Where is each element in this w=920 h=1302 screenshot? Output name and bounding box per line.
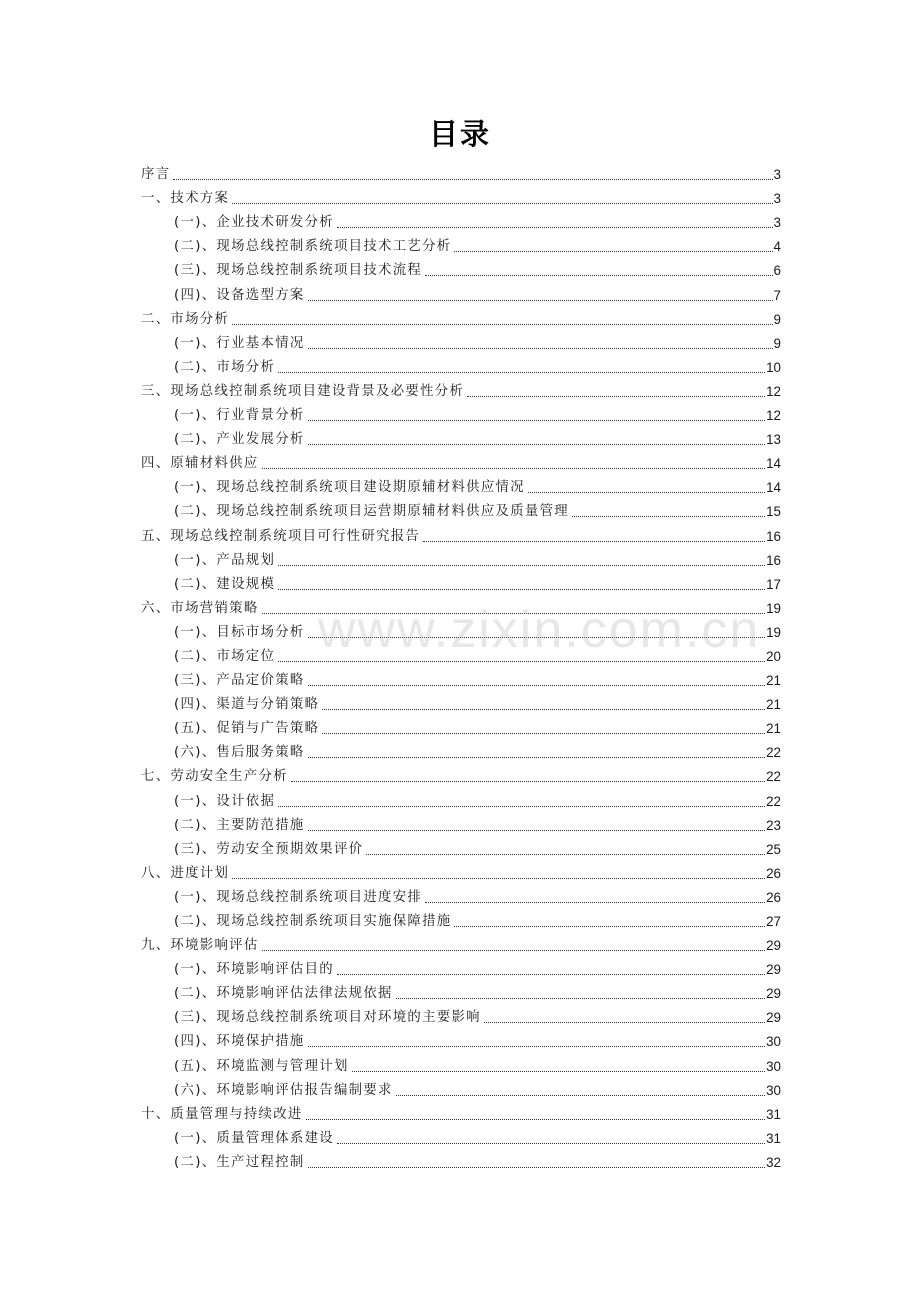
toc-subentry[interactable]	[141, 208, 781, 232]
dot-leader	[396, 1087, 765, 1096]
toc-entry-page-number: 12	[766, 383, 781, 399]
toc-subentry[interactable]	[141, 497, 781, 521]
dot-leader	[352, 1063, 765, 1072]
toc-subentry[interactable]	[141, 1076, 781, 1100]
toc-subentry[interactable]	[141, 329, 781, 353]
dot-leader	[528, 484, 765, 493]
toc-entry-page-number: 30	[766, 1034, 781, 1050]
dot-leader	[423, 533, 765, 542]
toc-entry-page-number: 3	[773, 167, 781, 183]
toc-entry-label: (一)、现场总线控制系统项目进度安排	[174, 889, 423, 905]
toc-entry-page-number: 30	[766, 1082, 781, 1098]
toc-entry-label: (二)、主要防范措施	[174, 817, 305, 833]
toc-entry-page-number: 21	[766, 697, 781, 713]
toc-entry-page-number: 15	[766, 504, 781, 520]
toc-entry-page-number: 4	[773, 239, 781, 255]
toc-subentry[interactable]	[141, 955, 781, 979]
dot-leader	[262, 605, 766, 614]
toc-entry-page-number: 13	[766, 432, 781, 448]
dot-leader	[337, 1135, 765, 1144]
toc-title: 目录	[428, 117, 491, 151]
toc-entry-page-number: 9	[773, 335, 781, 351]
toc-entry-page-number: 14	[766, 480, 781, 496]
dot-leader	[484, 1014, 765, 1023]
toc-entry[interactable]	[141, 449, 781, 473]
dot-leader	[278, 653, 765, 662]
toc-subentry[interactable]	[141, 1027, 781, 1051]
toc-entry-label: (二)、市场分析	[174, 359, 276, 375]
toc-subentry[interactable]	[141, 1148, 781, 1172]
toc-entry-page-number: 7	[773, 287, 781, 303]
toc-subentry[interactable]	[141, 666, 781, 690]
toc-entry-page-number: 23	[766, 817, 781, 833]
dot-leader	[308, 340, 773, 349]
toc-entry-page-number: 19	[766, 624, 781, 640]
toc-entry-label: (五)、环境监测与管理计划	[174, 1058, 349, 1074]
dot-leader	[454, 918, 765, 927]
dot-leader	[173, 171, 772, 180]
toc-subentry[interactable]	[141, 401, 781, 425]
dot-leader	[308, 629, 766, 638]
toc-subentry[interactable]	[141, 738, 781, 762]
toc-entry[interactable]	[141, 931, 781, 955]
toc-entry-page-number: 29	[766, 986, 781, 1002]
toc-entry[interactable]	[141, 762, 781, 786]
toc-entry-page-number: 22	[766, 745, 781, 761]
toc-subentry[interactable]	[141, 979, 781, 1003]
toc-entry[interactable]	[141, 184, 781, 208]
dot-leader	[232, 870, 765, 879]
toc-entry-label: (二)、生产过程控制	[174, 1154, 305, 1170]
toc-entry-page-number: 26	[766, 889, 781, 905]
toc-subentry[interactable]	[141, 280, 781, 304]
toc-entry-label: (二)、建设规模	[174, 576, 276, 592]
toc-entry-label: (三)、产品定价策略	[174, 673, 305, 689]
toc-entry-page-number: 19	[766, 600, 781, 616]
toc-entry[interactable]	[141, 377, 781, 401]
toc-entry-label: (一)、产品规划	[174, 552, 276, 568]
toc-entry-label: (六)、售后服务策略	[174, 745, 305, 761]
toc-entry-page-number: 22	[766, 769, 781, 785]
dot-leader	[306, 1111, 765, 1120]
dot-leader	[425, 894, 765, 903]
toc-entry-page-number: 9	[773, 311, 781, 327]
toc-subentry[interactable]	[141, 425, 781, 449]
toc-subentry[interactable]	[141, 256, 781, 280]
toc-subentry[interactable]	[141, 811, 781, 835]
dot-leader	[396, 990, 765, 999]
toc-entry-label: (三)、现场总线控制系统项目技术流程	[174, 263, 423, 279]
toc-entry-label: (一)、企业技术研发分析	[174, 215, 334, 231]
dot-leader	[308, 677, 766, 686]
toc-entry[interactable]	[141, 1100, 781, 1124]
toc-subentry[interactable]	[141, 618, 781, 642]
toc-entry-label: (三)、现场总线控制系统项目对环境的主要影响	[174, 1010, 481, 1026]
dot-leader	[454, 243, 772, 252]
toc-entry-label: (四)、渠道与分销策略	[174, 697, 320, 713]
toc-entry[interactable]	[141, 594, 781, 618]
toc-subentry[interactable]	[141, 690, 781, 714]
toc-entry-page-number: 31	[766, 1106, 781, 1122]
dot-leader	[337, 219, 773, 228]
dot-leader	[425, 267, 772, 276]
toc-entry-page-number: 21	[766, 721, 781, 737]
dot-leader	[322, 701, 765, 710]
dot-leader	[366, 846, 765, 855]
toc-subentry[interactable]	[141, 570, 781, 594]
toc-entry-label: 七、劳动安全生产分析	[141, 769, 288, 785]
toc-entry-page-number: 3	[773, 215, 781, 231]
toc-entry-label: 一、技术方案	[141, 191, 230, 207]
toc-entry-page-number: 21	[766, 673, 781, 689]
dot-leader	[337, 966, 765, 975]
toc-entry-label: 六、市场营销策略	[141, 600, 259, 616]
table-of-contents	[141, 160, 781, 1172]
dot-leader	[308, 1038, 766, 1047]
toc-entry-label: (四)、设备选型方案	[174, 287, 305, 303]
toc-entry-label: 八、进度计划	[141, 865, 230, 881]
toc-entry-page-number: 31	[766, 1130, 781, 1146]
toc-entry-label: (四)、环境保护措施	[174, 1034, 305, 1050]
toc-subentry[interactable]	[141, 1124, 781, 1148]
toc-entry-label: (一)、设计依据	[174, 793, 276, 809]
toc-entry-page-number: 22	[766, 793, 781, 809]
dot-leader	[262, 460, 766, 469]
toc-entry-label: (一)、质量管理体系建设	[174, 1130, 334, 1146]
dot-leader	[278, 798, 765, 807]
dot-leader	[308, 412, 766, 421]
toc-entry-label: (二)、现场总线控制系统项目技术工艺分析	[174, 239, 452, 255]
dot-leader	[308, 436, 766, 445]
toc-entry-page-number: 25	[766, 841, 781, 857]
toc-subentry[interactable]	[141, 642, 781, 666]
dot-leader	[278, 557, 765, 566]
dot-leader	[232, 195, 772, 204]
dot-leader	[308, 1159, 766, 1168]
toc-subentry[interactable]	[141, 883, 781, 907]
toc-subentry[interactable]	[141, 353, 781, 377]
toc-subentry[interactable]	[141, 786, 781, 810]
toc-entry-page-number: 6	[773, 263, 781, 279]
toc-entry-label: 二、市场分析	[141, 311, 230, 327]
toc-subentry[interactable]	[141, 714, 781, 738]
toc-entry-label: (三)、劳动安全预期效果评价	[174, 841, 364, 857]
toc-subentry[interactable]	[141, 1051, 781, 1075]
toc-subentry[interactable]	[141, 835, 781, 859]
toc-entry[interactable]	[141, 859, 781, 883]
toc-entry-label: (二)、现场总线控制系统项目实施保障措施	[174, 914, 452, 929]
dot-leader	[291, 773, 765, 782]
toc-entry-label: 九、环境影响评估	[141, 938, 259, 954]
toc-entry-label: (二)、现场总线控制系统项目运营期原辅材料供应及质量管理	[174, 504, 570, 520]
toc-entry-label: (二)、市场定位	[174, 648, 276, 664]
toc-entry-label: (一)、行业背景分析	[174, 408, 305, 424]
toc-entry-page-number: 3	[773, 191, 781, 207]
dot-leader	[232, 316, 772, 325]
toc-entry-page-number: 16	[766, 552, 781, 568]
toc-subentry[interactable]	[141, 232, 781, 256]
toc-entry-label: (二)、环境影响评估法律法规依据	[174, 986, 393, 1002]
toc-subentry[interactable]	[141, 473, 781, 497]
toc-entry-label: (六)、环境影响评估报告编制要求	[174, 1082, 393, 1098]
dot-leader	[308, 749, 766, 758]
toc-entry-label: (五)、促销与广告策略	[174, 721, 320, 737]
toc-entry-label: (一)、目标市场分析	[174, 624, 305, 640]
dot-leader	[278, 581, 765, 590]
toc-entry-label: 十、质量管理与持续改进	[141, 1106, 303, 1122]
toc-entry-label: (一)、行业基本情况	[174, 335, 305, 351]
toc-entry-page-number: 29	[766, 962, 781, 978]
toc-entry-page-number: 16	[766, 528, 781, 544]
toc-entry-page-number: 27	[766, 914, 781, 929]
watermark: www.zixin.com.cn	[318, 601, 761, 659]
toc-entry-label: (一)、环境影响评估目的	[174, 962, 334, 978]
toc-subentry[interactable]	[141, 546, 781, 570]
toc-entry-page-number: 26	[766, 865, 781, 881]
dot-leader	[308, 822, 766, 831]
toc-entry[interactable]	[141, 521, 781, 545]
toc-subentry[interactable]	[141, 1003, 781, 1027]
dot-leader	[262, 942, 766, 951]
toc-entry-page-number: 20	[766, 648, 781, 664]
dot-leader	[322, 725, 765, 734]
dot-leader	[467, 388, 765, 397]
toc-entry-page-number: 10	[766, 359, 781, 375]
dot-leader	[278, 364, 765, 373]
toc-entry-page-number: 14	[766, 456, 781, 472]
toc-entry-label: (二)、产业发展分析	[174, 432, 305, 448]
toc-entry-label: 四、原辅材料供应	[141, 456, 259, 472]
toc-entry-label: (一)、现场总线控制系统项目建设期原辅材料供应情况	[174, 480, 525, 496]
toc-entry-page-number: 32	[766, 1154, 781, 1170]
toc-entry-label: 序言	[141, 167, 171, 183]
dot-leader	[572, 508, 765, 517]
toc-subentry[interactable]	[141, 907, 781, 931]
toc-entry-label: 五、现场总线控制系统项目可行性研究报告	[141, 528, 421, 544]
toc-entry-page-number: 29	[766, 1010, 781, 1026]
toc-entry-page-number: 29	[766, 938, 781, 954]
toc-entry-page-number: 30	[766, 1058, 781, 1074]
toc-entry[interactable]	[141, 305, 781, 329]
toc-entry-label: 三、现场总线控制系统项目建设背景及必要性分析	[141, 383, 465, 399]
toc-entry[interactable]	[141, 160, 781, 184]
toc-entry-page-number: 12	[766, 408, 781, 424]
dot-leader	[308, 292, 773, 301]
toc-entry-page-number: 17	[766, 576, 781, 592]
